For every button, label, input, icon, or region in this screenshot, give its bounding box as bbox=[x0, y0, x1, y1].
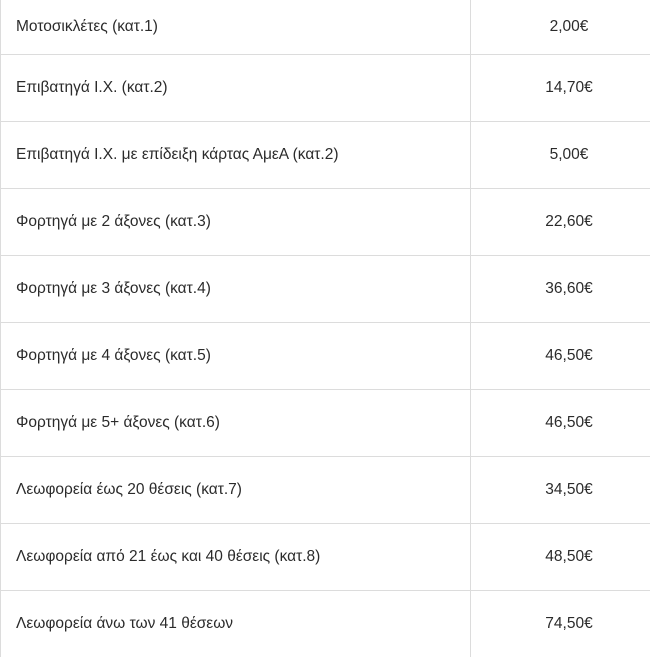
table-row bbox=[1, 323, 650, 390]
table-row bbox=[1, 256, 650, 323]
table-row bbox=[1, 55, 650, 122]
vehicle-category-cell: Φορτηγά με 5+ άξονες (κατ.6) bbox=[1, 390, 471, 457]
vehicle-category-cell: Φορτηγά με 3 άξονες (κατ.4) bbox=[1, 256, 471, 323]
toll-price-cell: 74,50€ bbox=[471, 591, 650, 657]
vehicle-category-cell: Φορτηγά με 4 άξονες (κατ.5) bbox=[1, 323, 471, 390]
vehicle-category-cell: Λεωφορεία έως 20 θέσεις (κατ.7) bbox=[1, 457, 471, 524]
toll-price-cell: 2,00€ bbox=[471, 0, 650, 55]
toll-price-cell: 46,50€ bbox=[471, 323, 650, 390]
vehicle-category-cell: Λεωφορεία από 21 έως και 40 θέσεις (κατ.8) bbox=[1, 524, 471, 591]
table-row bbox=[1, 524, 650, 591]
table-row bbox=[1, 122, 650, 189]
toll-price-cell: 46,50€ bbox=[471, 390, 650, 457]
table-row bbox=[1, 0, 650, 55]
vehicle-category-cell: Επιβατηγά Ι.Χ. (κατ.2) bbox=[1, 55, 471, 122]
vehicle-category-cell: Επιβατηγά Ι.Χ. με επίδειξη κάρτας ΑμεΑ (κατ.2) bbox=[1, 122, 471, 189]
toll-price-cell: 34,50€ bbox=[471, 457, 650, 524]
table-row bbox=[1, 591, 650, 657]
vehicle-category-cell: Μοτοσικλέτες (κατ.1) bbox=[1, 0, 471, 55]
toll-price-cell: 36,60€ bbox=[471, 256, 650, 323]
table-row bbox=[1, 189, 650, 256]
table-row bbox=[1, 390, 650, 457]
toll-price-cell: 14,70€ bbox=[471, 55, 650, 122]
toll-price-cell: 5,00€ bbox=[471, 122, 650, 189]
toll-price-cell: 22,60€ bbox=[471, 189, 650, 256]
toll-price-cell: 48,50€ bbox=[471, 524, 650, 591]
vehicle-category-cell: Λεωφορεία άνω των 41 θέσεων bbox=[1, 591, 471, 657]
table-row bbox=[1, 457, 650, 524]
vehicle-category-cell: Φορτηγά με 2 άξονες (κατ.3) bbox=[1, 189, 471, 256]
